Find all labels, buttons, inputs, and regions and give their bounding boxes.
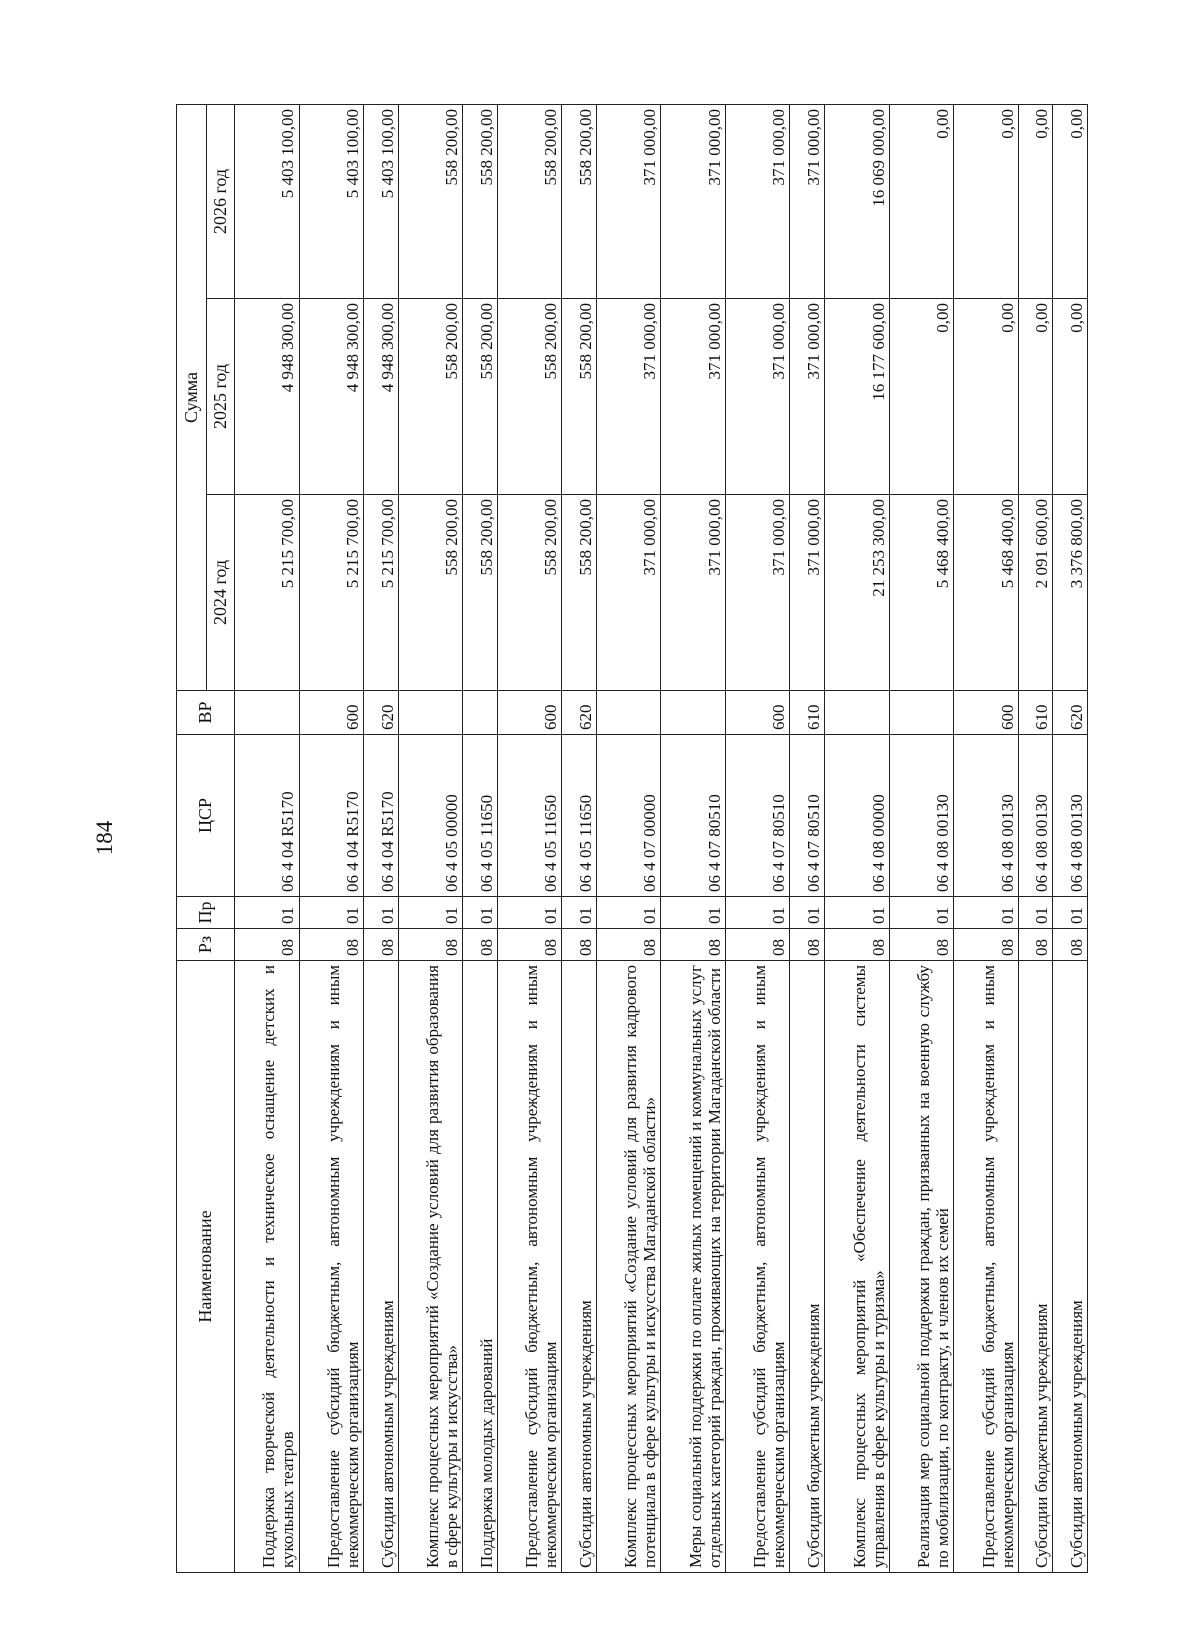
cell-sum-2024: 371 000,00: [596, 495, 661, 691]
cell-vr: [889, 691, 954, 735]
cell-sum-2024: 5 215 700,00: [364, 495, 399, 691]
cell-sum-2026: 558 200,00: [463, 104, 498, 298]
cell-rz: 08: [889, 929, 954, 961]
cell-sum-2026: 558 200,00: [497, 104, 562, 298]
cell-sum-2025: 0,00: [1053, 299, 1088, 495]
cell-name: Поддержка молодых дарований: [463, 961, 498, 1573]
cell-sum-2024: 371 000,00: [790, 495, 825, 691]
cell-vr: 620: [562, 691, 597, 735]
cell-sum-2026: 371 000,00: [596, 104, 661, 298]
cell-name: Поддержка творческой деятельности и техническое оснащение детских и кукольных театров: [235, 961, 300, 1573]
cell-rz: 08: [235, 929, 300, 961]
cell-csr: 06 4 08 00130: [1053, 735, 1088, 897]
cell-sum-2024: 5 215 700,00: [299, 495, 364, 691]
cell-pr: 01: [562, 897, 597, 929]
cell-pr: 01: [954, 897, 1019, 929]
cell-sum-2026: 16 069 000,00: [825, 104, 890, 298]
cell-name: Предоставление субсидий бюджетным, автономным учреждениям и иным некоммерческим организациям: [954, 961, 1019, 1573]
cell-rz: 08: [954, 929, 1019, 961]
cell-sum-2026: 5 403 100,00: [235, 104, 300, 298]
cell-sum-2025: 0,00: [889, 299, 954, 495]
cell-csr: 06 4 07 80510: [725, 735, 790, 897]
cell-sum-2026: 558 200,00: [562, 104, 597, 298]
cell-sum-2026: 371 000,00: [661, 104, 726, 298]
cell-csr: 06 4 08 00130: [1018, 735, 1053, 897]
cell-sum-2025: 558 200,00: [398, 299, 463, 495]
cell-sum-2026: 0,00: [1053, 104, 1088, 298]
cell-name: Меры социальной поддержки по оплате жилых помещений и коммунальных услуг отдельных категорий граждан, проживающих на территории Магаданской области: [661, 961, 726, 1573]
cell-sum-2024: 3 376 800,00: [1053, 495, 1088, 691]
cell-csr: 06 4 04 R5170: [299, 735, 364, 897]
cell-name: Комплекс процессных мероприятий «Создание условий для развития образования в сфере культуры и искусства»: [398, 961, 463, 1573]
budget-table: [176, 104, 1088, 1573]
cell-vr: 610: [1018, 691, 1053, 735]
cell-csr: 06 4 08 00130: [954, 735, 1019, 897]
cell-vr: [661, 691, 726, 735]
cell-sum-2025: 4 948 300,00: [299, 299, 364, 495]
table-row: [1053, 104, 1088, 1572]
cell-sum-2026: 0,00: [1018, 104, 1053, 298]
cell-rz: 08: [364, 929, 399, 961]
cell-sum-2025: 4 948 300,00: [364, 299, 399, 495]
cell-pr: 01: [790, 897, 825, 929]
cell-pr: 01: [497, 897, 562, 929]
cell-csr: 06 4 05 00000: [398, 735, 463, 897]
cell-pr: 01: [725, 897, 790, 929]
table-row: [790, 104, 825, 1572]
cell-csr: 06 4 04 R5170: [235, 735, 300, 897]
cell-name: Комплекс процессных мероприятий «Обеспечение деятельности системы управления в сфере культуры и туризма»: [825, 961, 890, 1573]
cell-sum-2024: 5 468 400,00: [954, 495, 1019, 691]
cell-name: Субсидии бюджетным учреждениям: [1018, 961, 1053, 1573]
cell-name: Предоставление субсидий бюджетным, автономным учреждениям и иным некоммерческим организациям: [497, 961, 562, 1573]
budget-table-container: [176, 105, 1088, 1573]
cell-pr: 01: [596, 897, 661, 929]
cell-sum-2025: 371 000,00: [725, 299, 790, 495]
cell-vr: 620: [1053, 691, 1088, 735]
cell-sum-2025: 558 200,00: [562, 299, 597, 495]
table-row: [661, 104, 726, 1572]
page-number: 184: [92, 820, 117, 856]
cell-sum-2025: 0,00: [954, 299, 1019, 495]
table-row: [889, 104, 954, 1572]
cell-sum-2024: 2 091 600,00: [1018, 495, 1053, 691]
header-vr: ВР: [177, 691, 235, 735]
header-year-2026: 2026 год: [207, 104, 235, 298]
cell-vr: [398, 691, 463, 735]
cell-sum-2025: 4 948 300,00: [235, 299, 300, 495]
cell-name: Реализация мер социальной поддержки граждан, призванных на военную службу по мобилизации, по контракту, и членов их семей: [889, 961, 954, 1573]
cell-name: Предоставление субсидий бюджетным, автономным учреждениям и иным некоммерческим организациям: [299, 961, 364, 1573]
cell-vr: 600: [954, 691, 1019, 735]
cell-sum-2024: 558 200,00: [463, 495, 498, 691]
cell-sum-2025: 371 000,00: [661, 299, 726, 495]
cell-rz: 08: [596, 929, 661, 961]
cell-csr: 06 4 08 00130: [889, 735, 954, 897]
cell-sum-2024: 21 253 300,00: [825, 495, 890, 691]
header-name: Наименование: [177, 961, 235, 1573]
cell-csr: 06 4 07 00000: [596, 735, 661, 897]
cell-rz: 08: [825, 929, 890, 961]
cell-name: Предоставление субсидий бюджетным, автономным учреждениям и иным некоммерческим организациям: [725, 961, 790, 1573]
table-row: [1018, 104, 1053, 1572]
table-row: [725, 104, 790, 1572]
cell-sum-2026: 371 000,00: [790, 104, 825, 298]
cell-sum-2024: 5 215 700,00: [235, 495, 300, 691]
cell-name: Субсидии автономным учреждениям: [1053, 961, 1088, 1573]
cell-pr: 01: [398, 897, 463, 929]
cell-rz: 08: [398, 929, 463, 961]
cell-rz: 08: [299, 929, 364, 961]
cell-pr: 01: [1053, 897, 1088, 929]
cell-rz: 08: [661, 929, 726, 961]
cell-pr: 01: [299, 897, 364, 929]
cell-rz: 08: [463, 929, 498, 961]
table-row: [596, 104, 661, 1572]
header-pr: Пр: [177, 897, 235, 929]
cell-name: Комплекс процессных мероприятий «Создание условий для развития кадрового потенциала в сфере культуры и искусства Магаданской области»: [596, 961, 661, 1573]
cell-sum-2024: 558 200,00: [562, 495, 597, 691]
header-year-2024: 2024 год: [207, 495, 235, 691]
cell-csr: 06 4 07 80510: [661, 735, 726, 897]
cell-rz: 08: [1053, 929, 1088, 961]
cell-sum-2026: 0,00: [954, 104, 1019, 298]
header-year-2025: 2025 год: [207, 299, 235, 495]
cell-vr: 620: [364, 691, 399, 735]
cell-sum-2025: 558 200,00: [463, 299, 498, 495]
cell-name: Субсидии автономным учреждениям: [364, 961, 399, 1573]
cell-sum-2026: 0,00: [889, 104, 954, 298]
cell-vr: [463, 691, 498, 735]
table-row: [463, 104, 498, 1572]
cell-vr: 600: [299, 691, 364, 735]
table-row: [497, 104, 562, 1572]
table-row: [235, 104, 300, 1572]
cell-name: Субсидии автономным учреждениям: [562, 961, 597, 1573]
table-row: [299, 104, 364, 1572]
cell-csr: 06 4 05 11650: [562, 735, 597, 897]
cell-pr: 01: [235, 897, 300, 929]
header-sum: Сумма: [177, 104, 207, 690]
table-row: [398, 104, 463, 1572]
table-row: [562, 104, 597, 1572]
cell-sum-2026: 5 403 100,00: [299, 104, 364, 298]
cell-vr: 610: [790, 691, 825, 735]
cell-sum-2024: 558 200,00: [497, 495, 562, 691]
cell-csr: 06 4 05 11650: [463, 735, 498, 897]
cell-rz: 08: [562, 929, 597, 961]
cell-rz: 08: [790, 929, 825, 961]
cell-vr: [596, 691, 661, 735]
cell-csr: 06 4 08 00000: [825, 735, 890, 897]
cell-sum-2024: 5 468 400,00: [889, 495, 954, 691]
cell-sum-2025: 0,00: [1018, 299, 1053, 495]
table-row: [954, 104, 1019, 1572]
cell-rz: 08: [497, 929, 562, 961]
cell-sum-2024: 371 000,00: [725, 495, 790, 691]
header-rz: Рз: [177, 929, 235, 961]
table-row: [364, 104, 399, 1572]
table-header-row: [177, 104, 207, 1572]
cell-rz: 08: [1018, 929, 1053, 961]
cell-vr: 600: [497, 691, 562, 735]
cell-vr: [825, 691, 890, 735]
cell-pr: 01: [661, 897, 726, 929]
cell-pr: 01: [1018, 897, 1053, 929]
cell-csr: 06 4 04 R5170: [364, 735, 399, 897]
cell-sum-2026: 371 000,00: [725, 104, 790, 298]
cell-sum-2024: 558 200,00: [398, 495, 463, 691]
cell-pr: 01: [364, 897, 399, 929]
cell-vr: [235, 691, 300, 735]
table-row: [825, 104, 890, 1572]
cell-vr: 600: [725, 691, 790, 735]
cell-csr: 06 4 07 80510: [790, 735, 825, 897]
cell-pr: 01: [889, 897, 954, 929]
cell-sum-2025: 16 177 600,00: [825, 299, 890, 495]
cell-rz: 08: [725, 929, 790, 961]
cell-sum-2026: 558 200,00: [398, 104, 463, 298]
cell-name: Субсидии бюджетным учреждениям: [790, 961, 825, 1573]
header-csr: ЦСР: [177, 735, 235, 897]
cell-pr: 01: [825, 897, 890, 929]
cell-sum-2025: 371 000,00: [790, 299, 825, 495]
cell-sum-2026: 5 403 100,00: [364, 104, 399, 298]
cell-sum-2024: 371 000,00: [661, 495, 726, 691]
cell-sum-2025: 558 200,00: [497, 299, 562, 495]
cell-sum-2025: 371 000,00: [596, 299, 661, 495]
cell-csr: 06 4 05 11650: [497, 735, 562, 897]
cell-pr: 01: [463, 897, 498, 929]
